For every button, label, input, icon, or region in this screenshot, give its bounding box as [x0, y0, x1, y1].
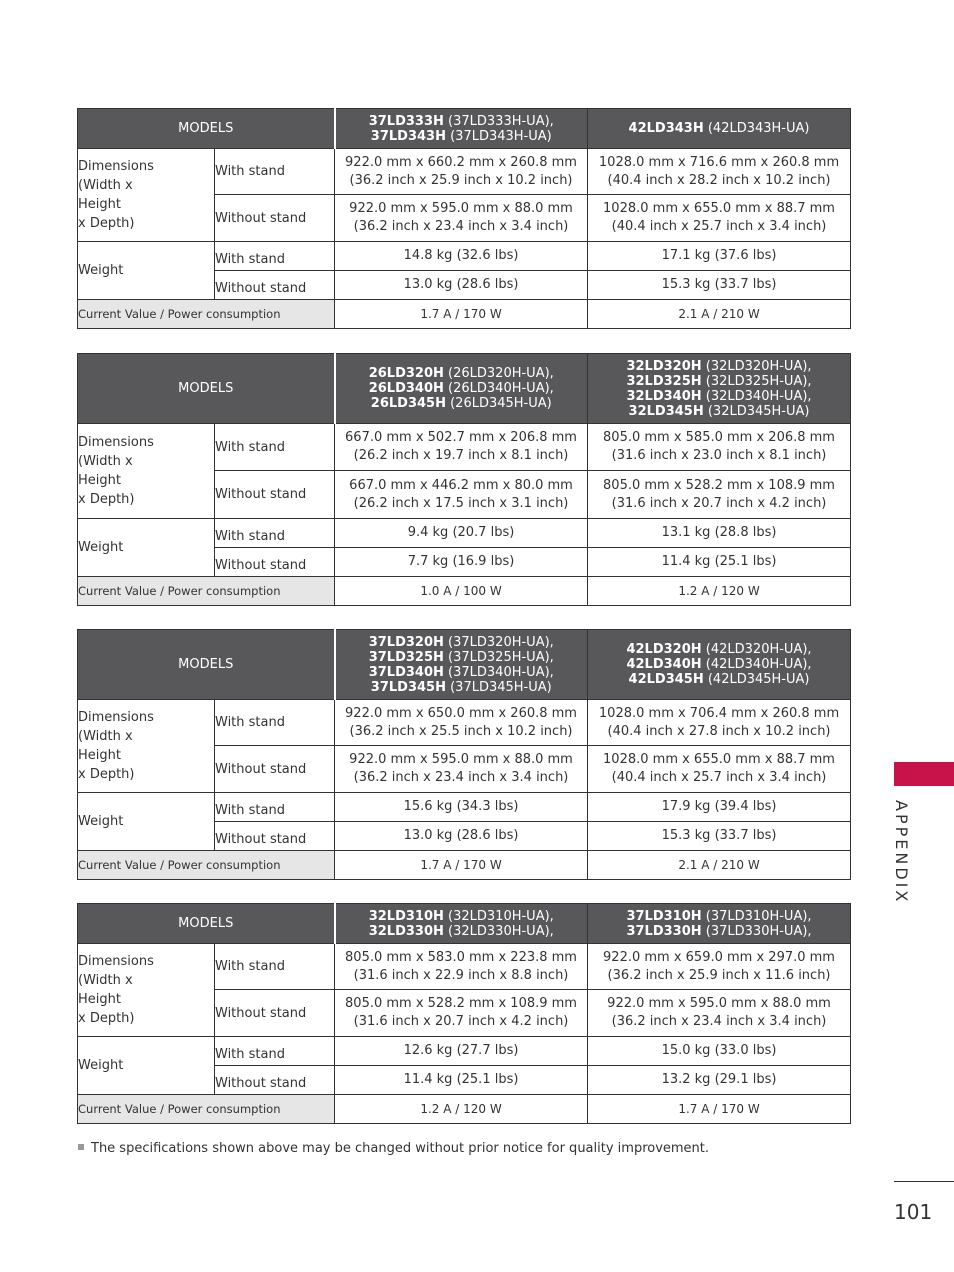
dimension-value: 805.0 mm x 528.2 mm x 108.9 mm (31.6 inch x 20.7 inch x 4.2 inch) — [588, 471, 851, 519]
without-stand-label: Without stand — [215, 990, 335, 1037]
weight-value: 15.3 kg (33.7 lbs) — [588, 822, 851, 851]
model-entry: 37LD333H (37LD333H-UA), — [368, 113, 554, 129]
model-entry: 37LD340H (37LD340H-UA), — [368, 664, 554, 680]
models-col2-header — [588, 630, 851, 700]
weight-value: 9.4 kg (20.7 lbs) — [335, 519, 588, 548]
weight-label: Weight — [78, 1037, 215, 1095]
weight-value: 15.6 kg (34.3 lbs) — [335, 793, 588, 822]
model-entry: 37LD345H (37LD345H-UA) — [370, 679, 552, 695]
weight-value: 7.7 kg (16.9 lbs) — [335, 548, 588, 577]
model-entry: 42LD340H (42LD340H-UA), — [626, 657, 812, 672]
spec-table-3 — [77, 903, 851, 1124]
weight-value: 11.4 kg (25.1 lbs) — [335, 1066, 588, 1095]
with-stand-label: With stand — [215, 149, 335, 195]
dimension-value: 1028.0 mm x 655.0 mm x 88.7 mm (40.4 inch x 25.7 inch x 3.4 inch) — [588, 746, 851, 793]
model-entry: 37LD320H (37LD320H-UA), — [368, 634, 554, 650]
dimension-value: 805.0 mm x 583.0 mm x 223.8 mm (31.6 inch x 22.9 inch x 8.8 inch) — [335, 944, 588, 990]
with-stand-label: With stand — [215, 519, 335, 548]
dimensions-label: Dimensions (Width x Height x Depth) — [78, 149, 215, 242]
weight-value: 13.2 kg (29.1 lbs) — [588, 1066, 851, 1095]
model-entry: 37LD330H (37LD330H-UA), — [626, 923, 812, 939]
models-header: MODELS — [78, 109, 335, 149]
model-entry: 42LD343H (42LD343H-UA) — [628, 121, 810, 136]
without-stand-label: Without stand — [215, 271, 335, 300]
weight-label: Weight — [78, 793, 215, 851]
dimensions-label: Dimensions (Width x Height x Depth) — [78, 700, 215, 793]
current-value-label: Current Value / Power consumption — [78, 1095, 335, 1124]
weight-label: Weight — [78, 519, 215, 577]
weight-value: 11.4 kg (25.1 lbs) — [588, 548, 851, 577]
models-header: MODELS — [78, 904, 335, 944]
models-header: MODELS — [78, 630, 335, 700]
with-stand-label: With stand — [215, 1037, 335, 1066]
weight-value: 13.0 kg (28.6 lbs) — [335, 271, 588, 300]
without-stand-label: Without stand — [215, 1066, 335, 1095]
models-col2-header — [588, 904, 851, 944]
weight-value: 15.3 kg (33.7 lbs) — [588, 271, 851, 300]
current-value-label: Current Value / Power consumption — [78, 300, 335, 329]
weight-value: 12.6 kg (27.7 lbs) — [335, 1037, 588, 1066]
model-entry: 42LD320H (42LD320H-UA), — [626, 642, 812, 657]
power-value: 1.2 A / 120 W — [588, 577, 851, 606]
power-value: 1.7 A / 170 W — [335, 851, 588, 880]
model-entry: 37LD343H (37LD343H-UA) — [370, 128, 552, 144]
weight-label: Weight — [78, 242, 215, 300]
models-col1-header — [335, 904, 588, 944]
power-value: 1.7 A / 170 W — [588, 1095, 851, 1124]
model-entry: 32LD310H (32LD310H-UA), — [368, 908, 554, 924]
with-stand-label: With stand — [215, 700, 335, 746]
without-stand-label: Without stand — [215, 746, 335, 793]
with-stand-label: With stand — [215, 944, 335, 990]
dimension-value: 667.0 mm x 502.7 mm x 206.8 mm (26.2 inch x 19.7 inch x 8.1 inch) — [335, 424, 588, 471]
weight-value: 17.9 kg (39.4 lbs) — [588, 793, 851, 822]
models-col2-header — [588, 354, 851, 424]
without-stand-label: Without stand — [215, 471, 335, 519]
dimension-value: 922.0 mm x 659.0 mm x 297.0 mm (36.2 inch x 25.9 inch x 11.6 inch) — [588, 944, 851, 990]
dimension-value: 922.0 mm x 595.0 mm x 88.0 mm (36.2 inch x 23.4 inch x 3.4 inch) — [335, 195, 588, 242]
models-col1-header — [335, 354, 588, 424]
footnote-text: The specifications shown above may be changed without prior notice for quality improvement. — [91, 1141, 710, 1156]
without-stand-label: Without stand — [215, 822, 335, 851]
model-entry: 32LD330H (32LD330H-UA), — [368, 923, 554, 939]
dimension-value: 1028.0 mm x 655.0 mm x 88.7 mm (40.4 inch x 25.7 inch x 3.4 inch) — [588, 195, 851, 242]
power-value: 2.1 A / 210 W — [588, 851, 851, 880]
models-col1-header — [335, 109, 588, 149]
without-stand-label: Without stand — [215, 548, 335, 577]
model-entry: 37LD310H (37LD310H-UA), — [626, 908, 812, 924]
model-entry: 26LD345H (26LD345H-UA) — [370, 396, 552, 411]
dimension-value: 805.0 mm x 528.2 mm x 108.9 mm (31.6 inch x 20.7 inch x 4.2 inch) — [335, 990, 588, 1037]
power-value: 1.0 A / 100 W — [335, 577, 588, 606]
model-entry: 32LD340H (32LD340H-UA), — [626, 388, 812, 404]
current-value-label: Current Value / Power consumption — [78, 577, 335, 606]
current-value-label: Current Value / Power consumption — [78, 851, 335, 880]
dimension-value: 667.0 mm x 446.2 mm x 80.0 mm (26.2 inch x 17.5 inch x 3.1 inch) — [335, 471, 588, 519]
dimension-value: 1028.0 mm x 706.4 mm x 260.8 mm (40.4 inch x 27.8 inch x 10.2 inch) — [588, 700, 851, 746]
weight-value: 14.8 kg (32.6 lbs) — [335, 242, 588, 271]
power-value: 1.7 A / 170 W — [335, 300, 588, 329]
weight-value: 17.1 kg (37.6 lbs) — [588, 242, 851, 271]
with-stand-label: With stand — [215, 793, 335, 822]
dimension-value: 805.0 mm x 585.0 mm x 206.8 mm (31.6 inch x 23.0 inch x 8.1 inch) — [588, 424, 851, 471]
dimension-value: 922.0 mm x 650.0 mm x 260.8 mm (36.2 inch x 25.5 inch x 10.2 inch) — [335, 700, 588, 746]
with-stand-label: With stand — [215, 242, 335, 271]
model-entry: 32LD345H (32LD345H-UA) — [628, 403, 810, 419]
page-number: 101 — [894, 1200, 933, 1224]
power-value: 2.1 A / 210 W — [588, 300, 851, 329]
spec-table-1 — [77, 353, 851, 606]
model-entry: 42LD345H (42LD345H-UA) — [628, 672, 810, 687]
appendix-tab-marker — [894, 762, 954, 786]
appendix-label: APPENDIX — [892, 800, 911, 905]
models-col2-header — [588, 109, 851, 149]
dimensions-label: Dimensions (Width x Height x Depth) — [78, 424, 215, 519]
model-entry: 37LD325H (37LD325H-UA), — [368, 649, 554, 665]
models-col1-header — [335, 630, 588, 700]
dimension-value: 1028.0 mm x 716.6 mm x 260.8 mm (40.4 inch x 28.2 inch x 10.2 inch) — [588, 149, 851, 195]
weight-value: 13.0 kg (28.6 lbs) — [335, 822, 588, 851]
models-header: MODELS — [78, 354, 335, 424]
spec-table-2 — [77, 629, 851, 880]
square-bullet-icon — [78, 1144, 84, 1150]
weight-value: 13.1 kg (28.8 lbs) — [588, 519, 851, 548]
model-entry: 26LD320H (26LD320H-UA), — [368, 366, 554, 381]
dimension-value: 922.0 mm x 660.2 mm x 260.8 mm (36.2 inch x 25.9 inch x 10.2 inch) — [335, 149, 588, 195]
weight-value: 15.0 kg (33.0 lbs) — [588, 1037, 851, 1066]
dimension-value: 922.0 mm x 595.0 mm x 88.0 mm (36.2 inch x 23.4 inch x 3.4 inch) — [335, 746, 588, 793]
footnote — [78, 1141, 709, 1156]
spec-table-0 — [77, 108, 851, 329]
without-stand-label: Without stand — [215, 195, 335, 242]
model-entry: 26LD340H (26LD340H-UA), — [368, 381, 554, 396]
model-entry: 32LD320H (32LD320H-UA), — [626, 358, 812, 374]
dimension-value: 922.0 mm x 595.0 mm x 88.0 mm (36.2 inch x 23.4 inch x 3.4 inch) — [588, 990, 851, 1037]
model-entry: 32LD325H (32LD325H-UA), — [626, 373, 812, 389]
page-number-rule — [894, 1181, 954, 1182]
power-value: 1.2 A / 120 W — [335, 1095, 588, 1124]
with-stand-label: With stand — [215, 424, 335, 471]
dimensions-label: Dimensions (Width x Height x Depth) — [78, 944, 215, 1037]
